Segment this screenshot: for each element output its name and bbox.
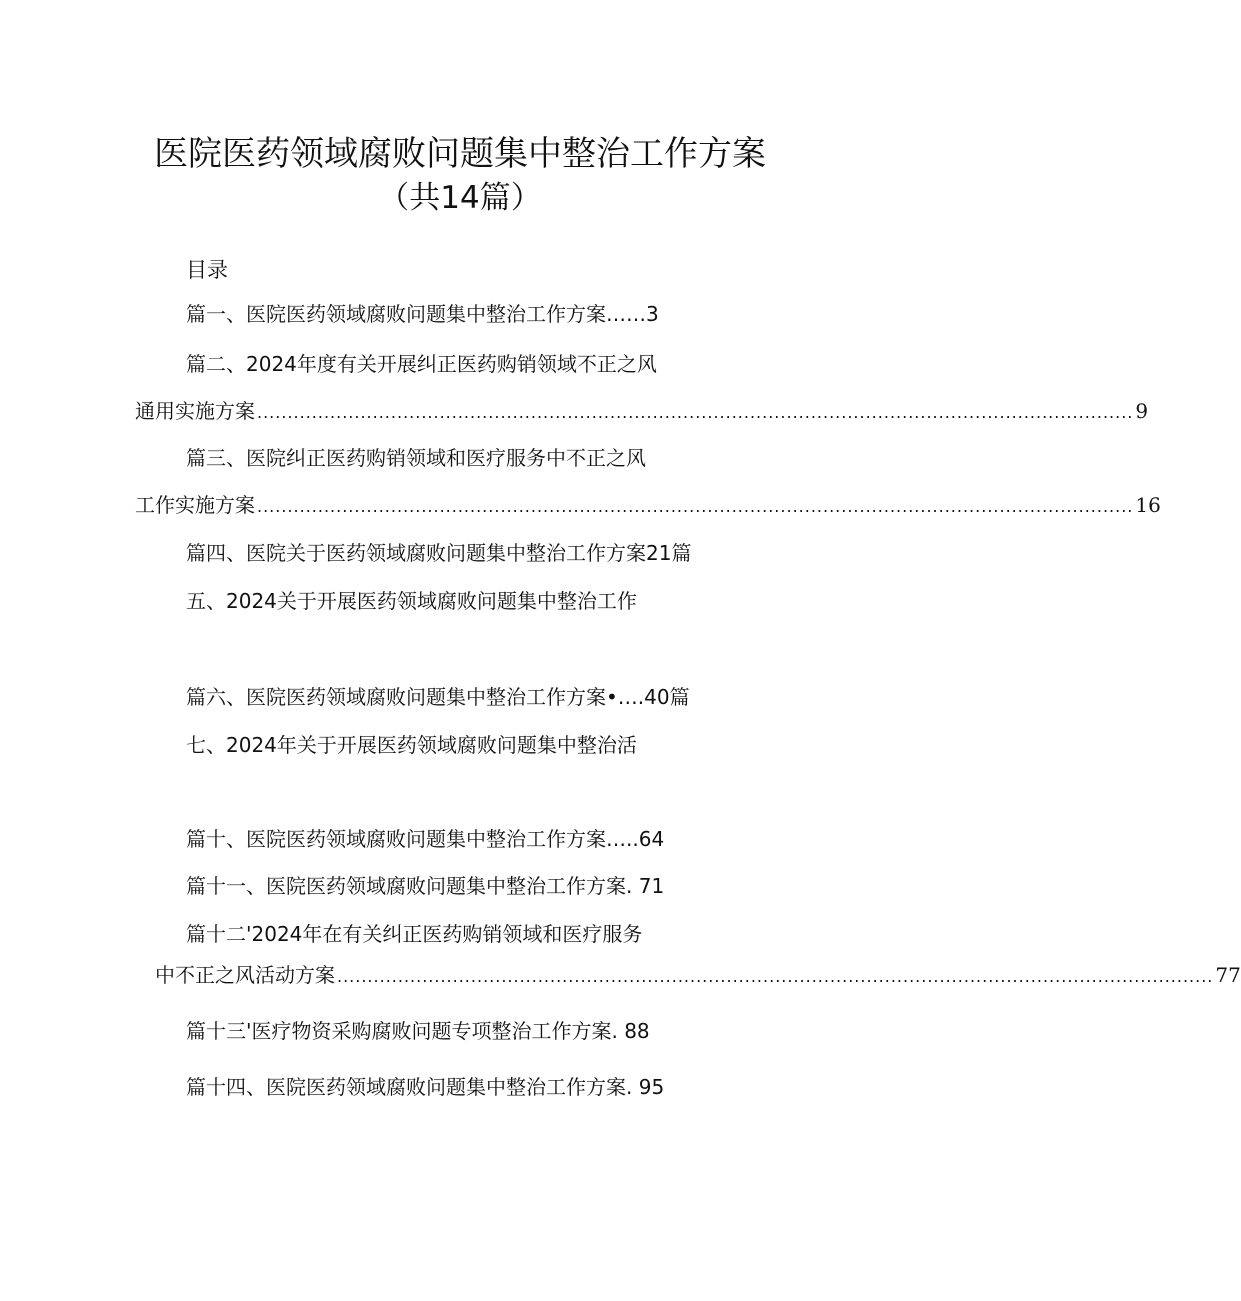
toc-entry-2-page: 9: [1135, 399, 1149, 423]
dot-leader: ................................................................................................................................................: [257, 403, 1134, 422]
toc-entry-6: 篇六、医院医药领域腐败问题集中整治工作方案•….40篇: [186, 685, 690, 709]
toc-entry-2-text: 通用实施方案: [135, 399, 255, 423]
toc-entry-3-line1: 篇三、医院纠正医药购销领域和医疗服务中不正之风: [186, 446, 646, 470]
toc-entry-1: 篇一、医院医药领域腐败问题集中整治工作方案……3: [186, 302, 659, 326]
toc-entry-4: 篇四、医院关于医药领域腐败问题集中整治工作方案21篇: [186, 541, 692, 565]
toc-entry-13: 篇十三'医疗物资采购腐败问题专项整治工作方案. 88: [186, 1019, 650, 1043]
toc-entry-12-text: 中不正之风活动方案: [155, 963, 335, 987]
toc-entry-3-page: 16: [1135, 493, 1161, 517]
toc-entry-2-line1: 篇二、2024年度有关开展纠正医药购销领域不正之风: [186, 352, 657, 376]
toc-entry-12-page: 77: [1215, 963, 1241, 987]
toc-entry-7: 七、2024年关于开展医药领域腐败问题集中整治活: [186, 733, 637, 757]
document-title: 医院医药领域腐败问题集中整治工作方案: [154, 134, 766, 174]
dot-leader: ................................................................................................................................................: [257, 497, 1134, 516]
dot-leader: ................................................................................................................................................: [337, 967, 1214, 986]
toc-entry-10: 篇十、医院医药领域腐败问题集中整治工作方案…..64: [186, 827, 665, 851]
toc-entry-5: 五、2024关于开展医药领域腐败问题集中整治工作: [186, 589, 637, 613]
toc-entry-2-line2: [135, 397, 1149, 427]
toc-entry-12-line1: 篇十二'2024年在有关纠正医药购销领域和医疗服务: [186, 922, 643, 946]
document-subtitle: （共14篇）: [378, 180, 542, 216]
toc-entry-11: 篇十一、医院医药领域腐败问题集中整治工作方案. 71: [186, 874, 665, 898]
toc-entry-3-text: 工作实施方案: [135, 493, 255, 517]
toc-entry-14: 篇十四、医院医药领域腐败问题集中整治工作方案. 95: [186, 1075, 665, 1099]
toc-entry-12-line2: [155, 961, 1241, 991]
toc-heading: 目录: [186, 258, 228, 282]
toc-entry-3-line2: [135, 491, 1161, 521]
